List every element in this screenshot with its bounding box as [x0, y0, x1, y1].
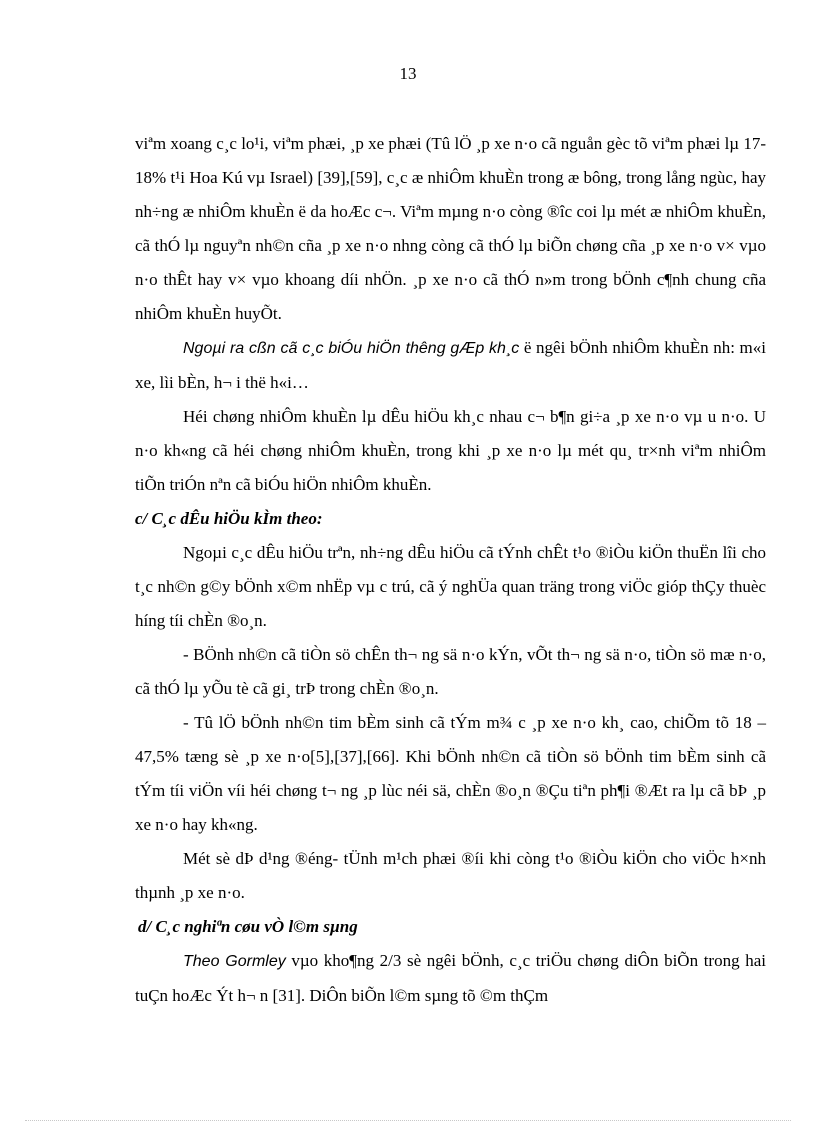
paragraph-3: Héi chøng nhiÔm khuÈn lµ dÊu hiÖu kh¸c nhau c¬ b¶n gi÷a ¸p xe n·o vµ u n·o. U n·o kh«ng cã héi chøng nhiÔm khuÈn, trong khi ¸p xe n·o lµ mét qu¸ tr×nh viªm nhiÔm tiÕn triÓn nªn cã biÓu hiÖn nhiÔm khuÈn. — [135, 407, 766, 494]
paragraph-5: - BÖnh nh©n cã tiÒn sö chÊn th¬ ng sä n·o kÝn, vÕt th¬ ng sä n·o, tiÒn sö mæ n·o, cã thÓ lµ yÕu tè cã gi¸ trÞ trong chÈn ®o¸n. — [135, 645, 766, 698]
page-bottom-divider — [25, 1120, 791, 1121]
paragraph-8-text: vµo kho¶ng 2/3 sè ngêi bÖnh, c¸c triÖu chøng diÔn biÕn trong hai tuÇn hoÆc Ýt h¬ n [31]. DiÔn biÕn l©m sµng tõ ©m thÇm — [135, 951, 766, 1005]
paragraph-4: Ngoµi c¸c dÊu hiÖu trªn, nh÷ng dÊu hiÖu cã tÝnh chÊt t¹o ®iÒu kiÖn thuËn lîi cho t¸c nh©n g©y bÖnh x©m nhËp vµ c trú, cã ý nghÜa quan träng trong viÖc gióp thÇy thuèc híng tíi chÈn ®o¸n. — [135, 543, 766, 630]
document-body — [135, 127, 766, 1013]
paragraph-8 — [135, 944, 766, 1013]
paragraph-1: viªm xoang c¸c lo¹i, viªm phæi, ¸p xe phæi (Tû lÖ ¸p xe n·o cã nguån gèc tõ viªm phæi lµ 17- 18% t¹i Hoa Kú vµ Israel) [39],[59], c¸c æ nhiÔm khuÈn trong æ bông, trong lång ngùc, hay nh÷ng æ nhiÔm khuÈn ë da hoÆc c¬. Viªm mµng n·o còng ®îc coi lµ mét æ nhiÔm khuÈn, cã thÓ lµ nguyªn nh©n cña ¸p xe n·o nhng còng cã thÓ lµ biÕn chøng cña ¸p xe n·o v× vµo n·o thÊt hay v× vµo khoang díi nhÖn. ¸p xe n·o cã thÓ n»m trong bÖnh c¶nh chung cña nhiÔm khuÈn huyÕt. — [135, 134, 766, 323]
page-number: 13 — [399, 64, 417, 83]
paragraph-8-italic: Theo Gormley — [183, 953, 286, 970]
paragraph-2-italic: Ngoµi ra cßn cã c¸c biÓu hiÖn thêng gÆp kh¸c — [183, 340, 520, 357]
paragraph-2 — [135, 331, 766, 400]
paragraph-7: Mét sè dÞ d¹ng ®éng- tÜnh m¹ch phæi ®íi khi còng t¹o ®iÒu kiÖn cho viÖc h×nh thµnh ¸p xe n·o. — [135, 849, 766, 902]
paragraph-6: - Tû lÖ bÖnh nh©n tim bÈm sinh cã tÝm m¾ c ¸p xe n·o kh¸ cao, chiÕm tõ 18 – 47,5% tæng sè ¸p xe n·o[5],[37],[66]. Khi bÖnh nh©n cã tiÒn sö bÖnh tim bÈm sinh cã tÝm tíi viÖn víi héi chøng t¬ ng ¸p lùc néi sä, chÈn ®o¸n ®Çu tiªn ph¶i ®Æt ra lµ cã bÞ ¸p xe n·o hay kh«ng. — [135, 713, 766, 834]
paragraph-2-text: ë ngêi bÖnh nhiÔm khuÈn nh: m«i xe, lìi bÈn, h¬ i thë h«i… — [135, 338, 766, 392]
heading-c: c/ C¸c dÊu hiÖu kÌm theo: — [135, 509, 323, 528]
heading-d: d/ C¸c nghiªn cøu vÒ l©m sµng — [138, 917, 358, 936]
